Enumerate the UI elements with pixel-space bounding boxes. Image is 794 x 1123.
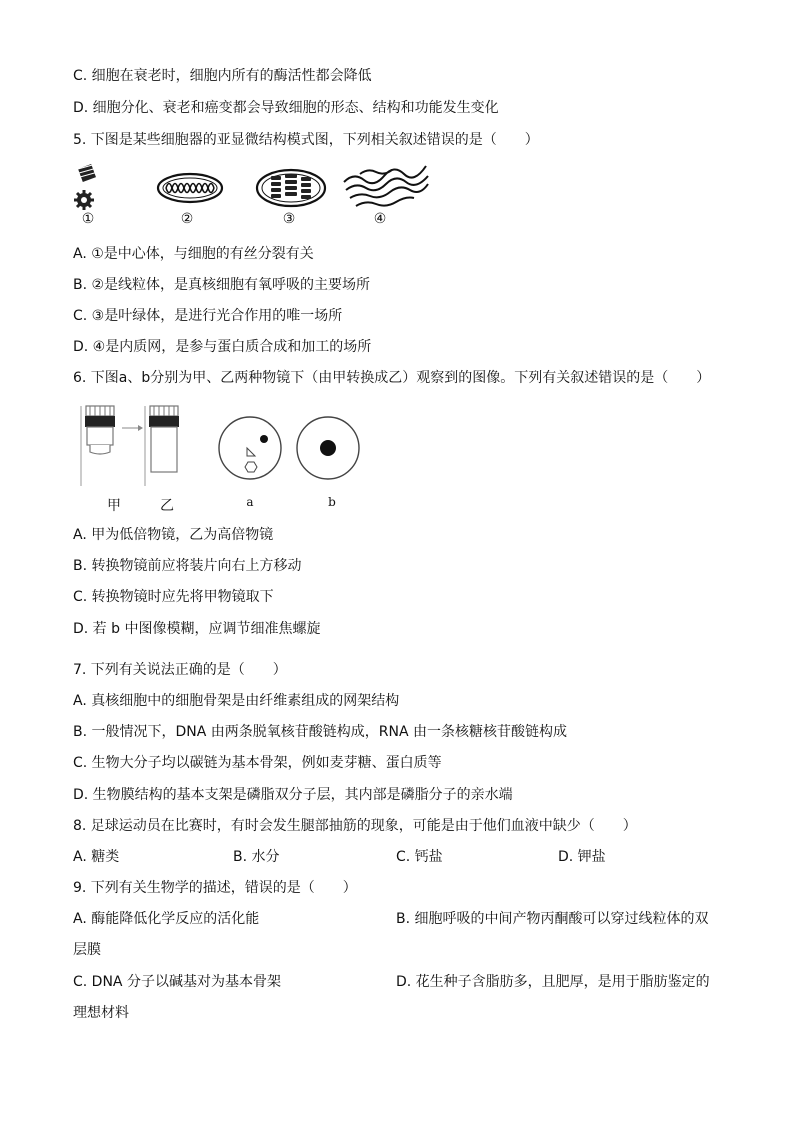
q6-stem: 6. 下图a、b分别为甲、乙两种物镜下（由甲转换成乙）观察到的图像。下列有关叙述错误的是（ ） <box>73 370 711 386</box>
q5-label-1: ① <box>81 211 95 227</box>
q9-option-d-line2: 理想材料 <box>73 1005 129 1021</box>
q6-option-a: A. 甲为低倍物镜，乙为高倍物镜 <box>73 527 274 543</box>
q5-option-c: C. ③是叶绿体，是进行光合作用的唯一场所 <box>73 308 343 324</box>
q6-label-jia: 甲 <box>107 498 121 514</box>
q7-option-c: C. 生物大分子均以碳链为基本骨架，例如麦芽糖、蛋白质等 <box>73 755 442 771</box>
view-a-drawing <box>219 417 281 479</box>
q4-option-c: C. 细胞在衰老时，细胞内所有的酶活性都会降低 <box>73 68 372 84</box>
q5-label-2: ② <box>180 211 194 227</box>
q5-option-a: A. ①是中心体，与细胞的有丝分裂有关 <box>73 246 314 262</box>
q5-label-4: ④ <box>373 211 387 227</box>
q6-option-c: C. 转换物镜时应先将甲物镜取下 <box>73 589 274 605</box>
arrow-icon <box>122 425 143 431</box>
q8-stem: 8. 足球运动员在比赛时，有时会发生腿部抽筋的现象，可能是由于他们血液中缺少（ ） <box>73 818 637 834</box>
objective-jia-drawing <box>81 406 115 486</box>
q7-option-d: D. 生物膜结构的基本支架是磷脂双分子层，其内部是磷脂分子的亲水端 <box>73 787 513 803</box>
objective-yi-drawing <box>145 406 179 486</box>
q7-option-b: B. 一般情况下，DNA 由两条脱氧核苷酸链构成，RNA 由一条核糖核苷酸链构成 <box>73 724 568 740</box>
q9-stem: 9. 下列有关生物学的描述，错误的是（ ） <box>73 880 357 896</box>
q5-option-d: D. ④是内质网，是参与蛋白质合成和加工的场所 <box>73 339 372 355</box>
q6-objective-figure <box>78 404 368 492</box>
q8-option-c: C. 钙盐 <box>396 849 443 865</box>
q9-option-d-line1: D. 花生种子含脂肪多，且肥厚，是用于脂肪鉴定的 <box>396 974 710 990</box>
mitochondrion-drawing <box>158 174 222 202</box>
view-b-drawing <box>297 417 359 479</box>
q6-option-d: D. 若 b 中图像模糊，应调节细准焦螺旋 <box>73 621 321 637</box>
q6-option-b: B. 转换物镜前应将装片向右上方移动 <box>73 558 302 574</box>
q9-option-b-line2: 层膜 <box>73 942 101 958</box>
q9-option-c: C. DNA 分子以碱基对为基本骨架 <box>73 974 281 990</box>
q8-option-a: A. 糖类 <box>73 849 120 865</box>
q9-option-b-line1: B. 细胞呼吸的中间产物丙酮酸可以穿过线粒体的双 <box>396 911 709 927</box>
q8-option-d: D. 钾盐 <box>558 849 606 865</box>
endoplasmic-reticulum-drawing <box>344 166 428 206</box>
q5-label-3: ③ <box>282 211 296 227</box>
q5-stem: 5. 下图是某些细胞器的亚显微结构模式图，下列相关叙述错误的是（ ） <box>73 132 539 148</box>
q6-label-b: b <box>328 495 336 509</box>
q4-option-d: D. 细胞分化、衰老和癌变都会导致细胞的形态、结构和功能发生变化 <box>73 100 499 116</box>
centrosome-drawing <box>74 164 98 210</box>
q8-option-b: B. 水分 <box>233 849 280 865</box>
q9-option-a: A. 酶能降低化学反应的活化能 <box>73 911 260 927</box>
q5-option-b: B. ②是线粒体，是真核细胞有氧呼吸的主要场所 <box>73 277 371 293</box>
chloroplast-drawing <box>257 170 325 206</box>
q7-stem: 7. 下列有关说法正确的是（ ） <box>73 662 287 678</box>
q6-label-yi: 乙 <box>160 498 174 514</box>
q7-option-a: A. 真核细胞中的细胞骨架是由纤维素组成的网架结构 <box>73 693 400 709</box>
q6-label-a: a <box>246 495 254 509</box>
